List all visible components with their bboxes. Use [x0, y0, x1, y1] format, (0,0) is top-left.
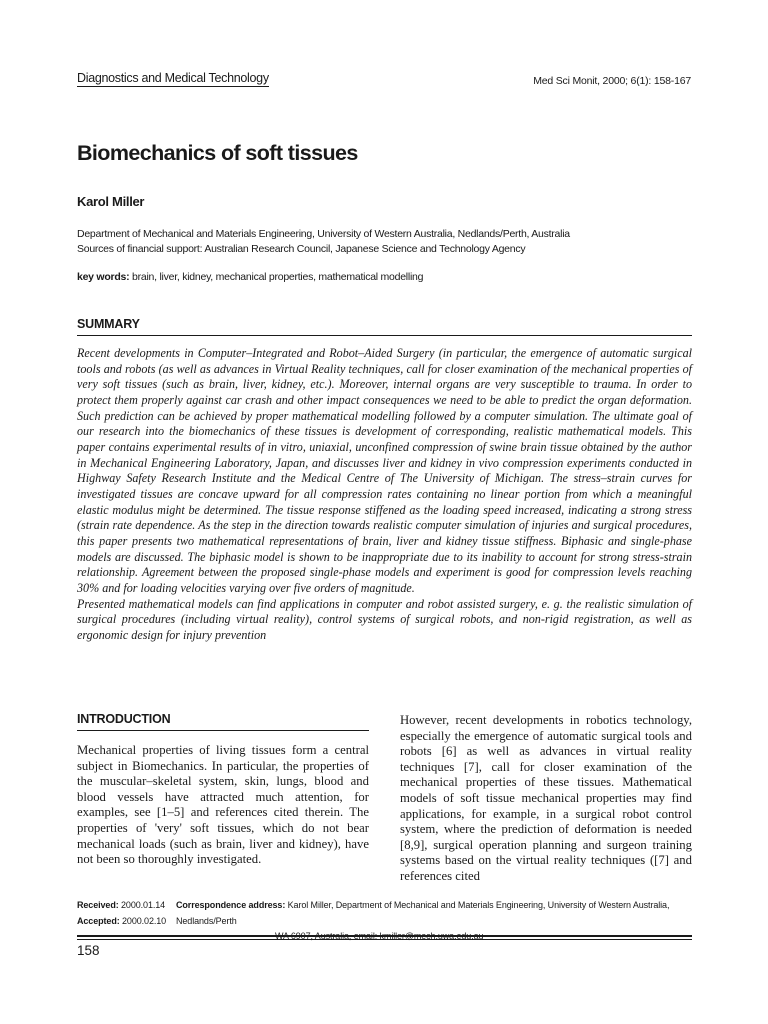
keywords-text: brain, liver, kidney, mechanical properties, mathematical modelling [132, 271, 424, 283]
journal-section-label: Diagnostics and Medical Technology [77, 71, 269, 85]
paper-title: Biomechanics of soft tissues [77, 141, 358, 165]
introduction-left-column: Mechanical properties of living tissues form a central subject in Biomechanics. In particular, the properties of the muscular–skeletal system, skin, lungs, blood and blood vessels have attracted much attention, for examples, see [1–5] and references cited therein. The properties of 'very' soft tissues, which do not bear mechanical loads (such as brain, liver and kidney), have not been so thoroughly investigated. [77, 743, 369, 867]
received-date: 2000.01.14 [121, 900, 166, 910]
correspondence-address: Karol Miller, Department of Mechanical and Materials Engineering, University of Western Australia, Nedlands/Perth [176, 900, 670, 926]
journal-citation: Med Sci Monit, 2000; 6(1): 158-167 [533, 75, 691, 87]
received-label: Received: [77, 900, 119, 910]
correspondence-label: Correspondence address: [176, 900, 286, 910]
affiliation-funding: Sources of financial support: Australian Research Council, Japanese Science and Technology Agency [77, 243, 526, 255]
introduction-right-column: However, recent developments in robotics technology, especially the emergence of automatic surgical tools and robots [6] as well as advances in virtual reality techniques [7], call for closer examination of the mechanical properties of these tissues. Mathematical models of soft tissue mechanical properties may find applications, for example, in a surgical robot control system, where the prediction of deformation is needed [8,9], surgical operation planning and surgeon training systems based on the virtual reality techniques ([7] and references cited [400, 713, 692, 883]
keywords-label: key words: [77, 271, 130, 283]
correspondence-line-2: WA 6907, Australia, email: kmiller@mech.uwa.edu.au [275, 931, 484, 941]
footer-double-rule [77, 935, 692, 940]
author-name: Karol Miller [77, 194, 145, 209]
accepted-date: 2000.02.10 [122, 915, 167, 926]
page-number: 158 [77, 943, 100, 958]
keywords-line [77, 271, 697, 283]
accepted-line [77, 914, 166, 930]
abstract-paragraph: Recent developments in Computer–Integrated and Robot–Aided Surgery (in particular, the emergence of automatic surgical tools and robots (as well as advances in Virtual Reality techniques, call for closer examination of the mechanical properties of very soft tissues (such as brain, liver, kidney, etc.). Moreover, internal organs are very susceptible to trauma. In order to protect them properly against car crash and other impact consequences we need to be able to predict the organ deformation. Such prediction can be achieved by proper mathematical modelling followed by a computer simulation. The ultimate goal of our research into the biomechanics of these tissues is development of corresponding, realistic mathematical models. This paper contains experimental results of in vitro, uniaxial, unconfined compression of swine brain tissue obtained by the author in Mechanical Engineering Laboratory, Japan, and discusses liver and kidney in vivo compression experiments conducted in Highway Safety Research Institute and the Medical Centre of The University of Michigan. The stress–strain curves for investigated tissues are concave upward for all compression rates containing no linear portion from which a meaningful elastic modulus might be determined. The tissue response stiffened as the loading speed increased, indicating a strong stress (strain rate dependence. As the step in the direction towards realistic computer simulation of injuries and surgical procedures, this paper presents two mathematical representations of brain, liver and kidney tissue stiffness. Biphasic and single-phase models are discussed. The biphasic model is shown to be inappropriate due to its inability to account for strong stress-strain relationship. Agreement between the proposed single-phase models and experiment is good for compression levels reaching 30% and for loading velocities varying over five orders of magnitude. [77, 346, 692, 595]
affiliation-block [77, 227, 697, 257]
accepted-label: Accepted: [77, 915, 120, 926]
affiliation-department: Department of Mechanical and Materials Engineering, University of Western Australia, Nedlands/Perth, Australia [77, 228, 570, 240]
abstract-body [77, 346, 692, 643]
abstract-paragraph: Presented mathematical models can find applications in computer and robot assisted surgery, e. g. the realistic simulation of surgical procedures (including virtual reality), control systems of surgical robots, and non-rigid registration, as well as ergonomic design for injury prevention [77, 596, 692, 642]
introduction-heading: INTRODUCTION [77, 712, 369, 731]
dates-block [77, 898, 166, 929]
correspondence-line-1 [176, 898, 696, 929]
received-line [77, 898, 166, 914]
summary-heading: SUMMARY [77, 317, 692, 336]
